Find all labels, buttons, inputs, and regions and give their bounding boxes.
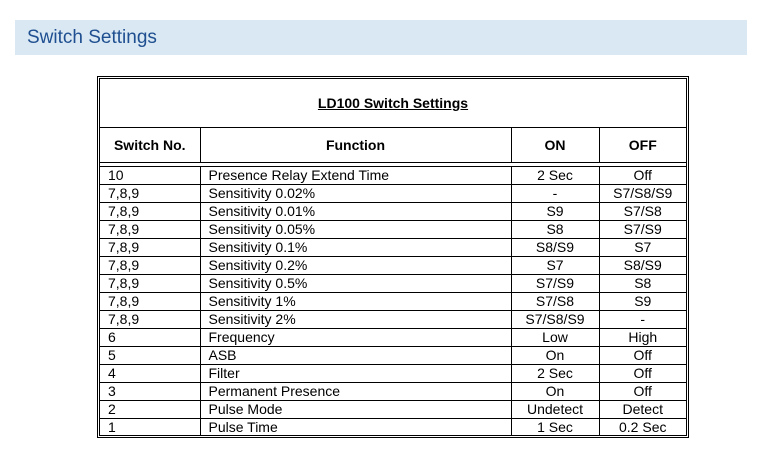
cell-on: S9 (511, 203, 599, 221)
cell-function: ASB (200, 347, 511, 365)
table-row (100, 257, 686, 275)
header-switch-no: Switch No. (100, 128, 200, 163)
cell-on: 2 Sec (511, 167, 599, 185)
cell-off: S8 (599, 275, 686, 293)
cell-switch-no: 1 (100, 419, 200, 437)
cell-on: S7/S8/S9 (511, 311, 599, 329)
cell-switch-no: 7,8,9 (100, 239, 200, 257)
cell-off: S7/S9 (599, 221, 686, 239)
cell-on: 1 Sec (511, 419, 599, 437)
cell-switch-no: 7,8,9 (100, 311, 200, 329)
cell-function: Pulse Time (200, 419, 511, 437)
cell-switch-no: 7,8,9 (100, 221, 200, 239)
cell-switch-no: 7,8,9 (100, 275, 200, 293)
table-row (100, 365, 686, 383)
table-header (100, 128, 686, 163)
cell-function: Presence Relay Extend Time (200, 167, 511, 185)
cell-off: Off (599, 383, 686, 401)
cell-switch-no: 6 (100, 329, 200, 347)
table-row (100, 419, 686, 437)
cell-on: S7/S9 (511, 275, 599, 293)
cell-on: S7/S8 (511, 293, 599, 311)
cell-switch-no: 3 (100, 383, 200, 401)
cell-on: On (511, 347, 599, 365)
header-function: Function (200, 128, 511, 163)
cell-function: Sensitivity 1% (200, 293, 511, 311)
cell-off: High (599, 329, 686, 347)
cell-function: Sensitivity 0.05% (200, 221, 511, 239)
table-row (100, 167, 686, 185)
table-row (100, 239, 686, 257)
cell-off: Off (599, 347, 686, 365)
cell-switch-no: 4 (100, 365, 200, 383)
cell-function: Sensitivity 0.02% (200, 185, 511, 203)
cell-switch-no: 5 (100, 347, 200, 365)
cell-off: Off (599, 365, 686, 383)
cell-on: Low (511, 329, 599, 347)
cell-function: Pulse Mode (200, 401, 511, 419)
cell-on: - (511, 185, 599, 203)
table-row (100, 311, 686, 329)
table-inner-frame (99, 78, 687, 436)
cell-on: Undetect (511, 401, 599, 419)
table-row (100, 293, 686, 311)
cell-on: 2 Sec (511, 365, 599, 383)
cell-function: Sensitivity 0.2% (200, 257, 511, 275)
cell-off: Off (599, 167, 686, 185)
cell-on: S8 (511, 221, 599, 239)
header-off: OFF (599, 128, 686, 163)
switch-settings-table (97, 76, 689, 438)
cell-function: Sensitivity 2% (200, 311, 511, 329)
cell-function: Sensitivity 0.1% (200, 239, 511, 257)
cell-off: Detect (599, 401, 686, 419)
cell-function: Sensitivity 0.5% (200, 275, 511, 293)
cell-off: 0.2 Sec (599, 419, 686, 437)
cell-switch-no: 7,8,9 (100, 185, 200, 203)
table-row (100, 383, 686, 401)
table-row (100, 347, 686, 365)
cell-on: On (511, 383, 599, 401)
header-on: ON (511, 128, 599, 163)
cell-function: Permanent Presence (200, 383, 511, 401)
cell-function: Frequency (200, 329, 511, 347)
cell-switch-no: 7,8,9 (100, 257, 200, 275)
cell-switch-no: 10 (100, 167, 200, 185)
table-row (100, 275, 686, 293)
table-row (100, 329, 686, 347)
cell-switch-no: 7,8,9 (100, 293, 200, 311)
cell-switch-no: 2 (100, 401, 200, 419)
cell-off: S9 (599, 293, 686, 311)
table-title: LD100 Switch Settings (317, 95, 469, 111)
cell-function: Sensitivity 0.01% (200, 203, 511, 221)
table-row (100, 221, 686, 239)
cell-off: S8/S9 (599, 257, 686, 275)
table-row (100, 185, 686, 203)
cell-off: - (599, 311, 686, 329)
cell-off: S7 (599, 239, 686, 257)
table-row (100, 203, 686, 221)
table-body (100, 166, 686, 436)
cell-on: S8/S9 (511, 239, 599, 257)
cell-off: S7/S8/S9 (599, 185, 686, 203)
cell-switch-no: 7,8,9 (100, 203, 200, 221)
table-row (100, 401, 686, 419)
section-title: Switch Settings (15, 20, 747, 55)
cell-function: Filter (200, 365, 511, 383)
cell-on: S7 (511, 257, 599, 275)
cell-off: S7/S8 (599, 203, 686, 221)
